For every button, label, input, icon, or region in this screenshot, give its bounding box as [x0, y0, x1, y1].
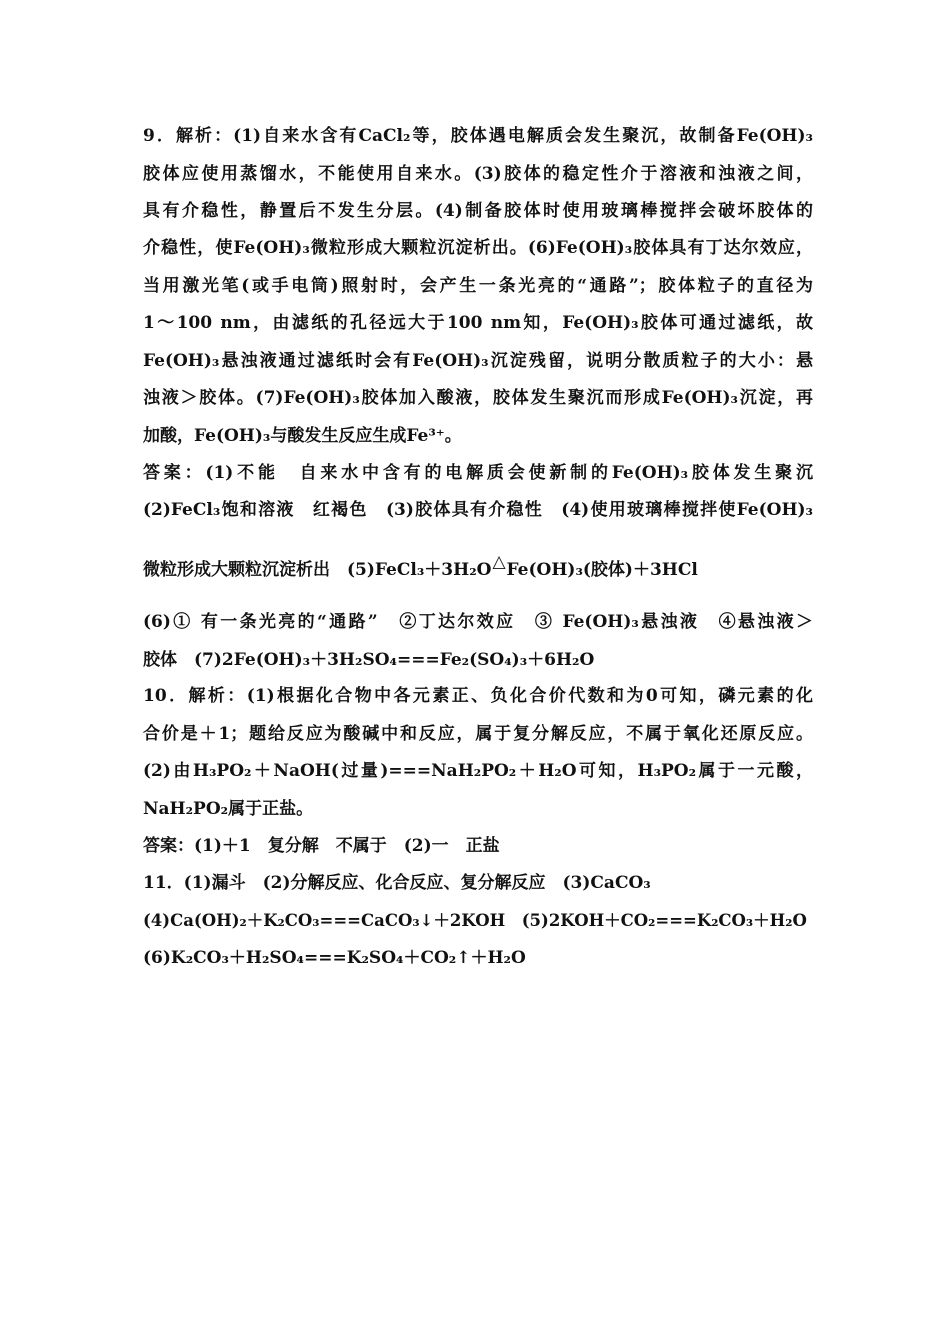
q10-analysis-line-1: 10．解析：(1)根据化合物中各元素正、负化合价代数和为0可知，磷元素的化 — [143, 686, 813, 706]
q9-answer-line-2: (2)FeCl₃饱和溶液 红褐色 (3)胶体具有介稳性 (4)使用玻璃棒搅拌使Fe(OH)₃ — [143, 500, 813, 520]
q9-analysis-line-8: 浊液＞胶体。(7)Fe(OH)₃胶体加入酸液，胶体发生聚沉而形成Fe(OH)₃沉淀，再 — [143, 388, 813, 408]
q9-answer-line-5: 胶体 (7)2Fe(OH)₃＋3H₂SO₄===Fe₂(SO₄)₃＋6H₂O — [143, 650, 595, 670]
q9-analysis-line-2: 胶体应使用蒸馏水，不能使用自来水。(3)胶体的稳定性介于溶液和浊液之间， — [143, 164, 813, 184]
q9-answer-line-4: (6)① 有一条光亮的“通路” ②丁达尔效应 ③ Fe(OH)₃悬浊液 ④悬浊液＞ — [143, 612, 813, 632]
q10-answer-line: 答案：(1)＋1 复分解 不属于 (2)一 正盐 — [143, 836, 500, 856]
q10-analysis-line-2: 合价是＋1；题给反应为酸碱中和反应，属于复分解反应，不属于氧化还原反应。 — [143, 724, 813, 744]
heat-sign: △ — [492, 552, 506, 572]
q9-answer-equation-left: 微粒形成大颗粒沉淀析出 (5)FeCl₃＋3H₂O — [143, 560, 492, 580]
q9-analysis-line-7: Fe(OH)₃悬浊液通过滤纸时会有Fe(OH)₃沉淀残留，说明分散质粒子的大小：悬 — [143, 351, 813, 371]
q9-analysis-line-3: 具有介稳性，静置后不发生分层。(4)制备胶体时使用玻璃棒搅拌会破坏胶体的 — [143, 201, 813, 221]
q9-analysis-line-1: 9．解析：(1)自来水含有CaCl₂等，胶体遇电解质会发生聚沉，故制备Fe(OH)₃ — [143, 126, 813, 146]
q9-analysis-line-6: 1～100 nm，由滤纸的孔径远大于100 nm知，Fe(OH)₃胶体可通过滤纸，故 — [143, 313, 813, 333]
q11-line-1: 11．(1)漏斗 (2)分解反应、化合反应、复分解反应 (3)CaCO₃ — [143, 873, 651, 893]
q9-analysis-line-5: 当用激光笔(或手电筒)照射时，会产生一条光亮的“通路”；胶体粒子的直径为 — [143, 276, 813, 296]
q9-answer-equation-right: Fe(OH)₃(胶体)＋3HCl — [506, 560, 698, 580]
q9-answer-line-1: 答案：(1)不能 自来水中含有的电解质会使新制的Fe(OH)₃胶体发生聚沉 — [143, 463, 813, 483]
q11-line-2: (4)Ca(OH)₂＋K₂CO₃===CaCO₃↓＋2KOH (5)2KOH＋CO₂===K₂CO₃＋H₂O — [143, 911, 807, 930]
q10-analysis-line-3: (2)由H₃PO₂＋NaOH(过量)===NaH₂PO₂＋H₂O可知，H₃PO₂属于一元酸， — [143, 761, 813, 781]
q9-analysis-line-4: 介稳性，使Fe(OH)₃微粒形成大颗粒沉淀析出。(6)Fe(OH)₃胶体具有丁达尔效应， — [143, 238, 813, 258]
q10-analysis-line-4: NaH₂PO₂属于正盐。 — [143, 799, 314, 819]
q9-analysis-line-9: 加酸，Fe(OH)₃与酸发生反应生成Fe³⁺。 — [143, 426, 462, 446]
q9-answer-line-3 — [143, 552, 813, 582]
q11-line-3: (6)K₂CO₃＋H₂SO₄===K₂SO₄＋CO₂↑＋H₂O — [143, 948, 526, 968]
